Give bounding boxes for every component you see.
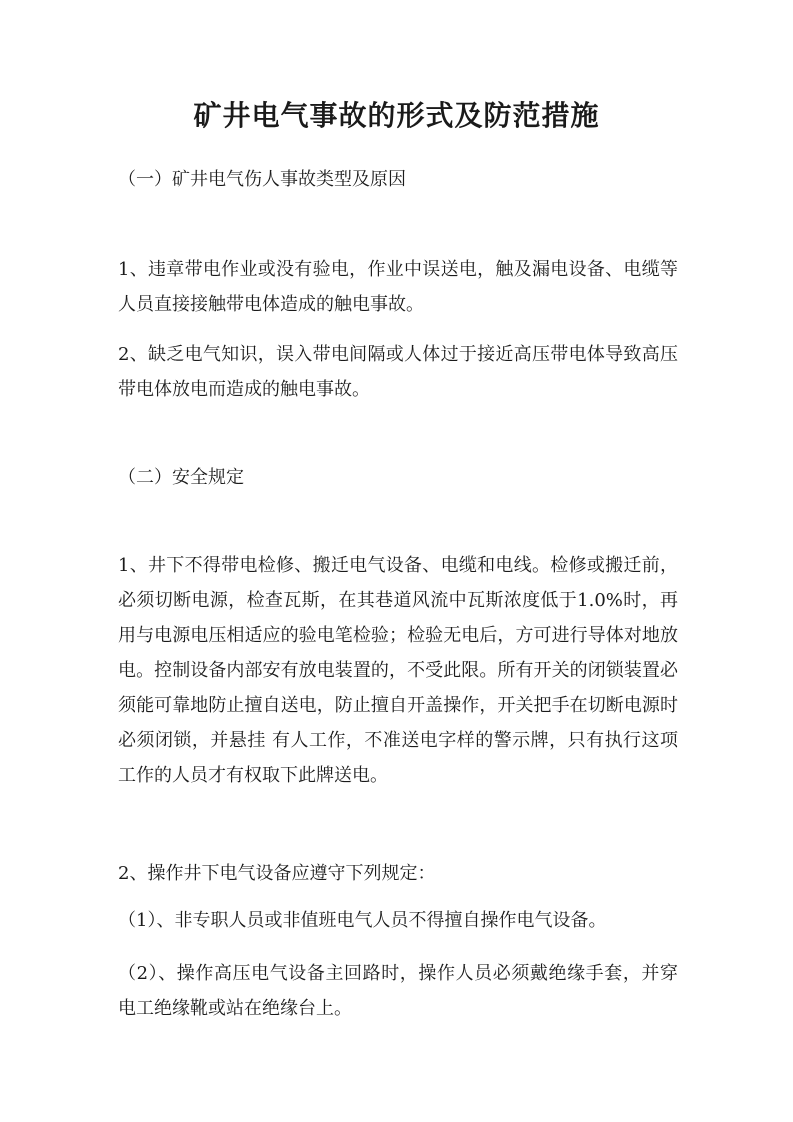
document-title: 矿井电气事故的形式及防范措施 [193, 99, 600, 132]
paragraph-rule-1: 1、井下不得带电检修、搬迁电气设备、电缆和电线。检修或搬迁前，必须切断电源，检查瓦斯，在其巷道风流中瓦斯浓度低于1.0%时，再用与电源电压相适应的验电笔检验；检验无电后，方可进行导体对地放电。控制设备内部安有放电装置的，不受此限。所有开关的闭锁装置必须能可靠地防止擅自送电，防止擅自开盖操作，开关把手在切断电源时必须闭锁，并悬挂 有人工作，不准送电字样的警示牌，只有执行这项工作的人员才有权取下此牌送电。 [118, 555, 678, 786]
paragraph-item-2: 2、缺乏电气知识，误入带电间隔或人体过于接近高压带电体导致高压带电体放电而造成的触电事故。 [118, 344, 678, 400]
section-heading-accident-types: （一）矿井电气伤人事故类型及原因 [118, 169, 406, 190]
paragraph-rule-2-1: （1）、非专职人员或非值班电气人员不得擅自操作电气设备。 [118, 910, 607, 931]
paragraph-item-1: 1、违章带电作业或没有验电，作业中误送电，触及漏电设备、电缆等人员直接接触带电体造成的触电事故。 [118, 259, 678, 315]
section-heading-safety-rules: （二）安全规定 [118, 467, 244, 488]
paragraph-rule-2-2: （2）、操作高压电气设备主回路时，操作人员必须戴绝缘手套，并穿电工绝缘靴或站在绝缘台上。 [118, 963, 678, 1019]
paragraph-rule-2: 2、操作井下电气设备应遵守下列规定： [118, 863, 436, 884]
